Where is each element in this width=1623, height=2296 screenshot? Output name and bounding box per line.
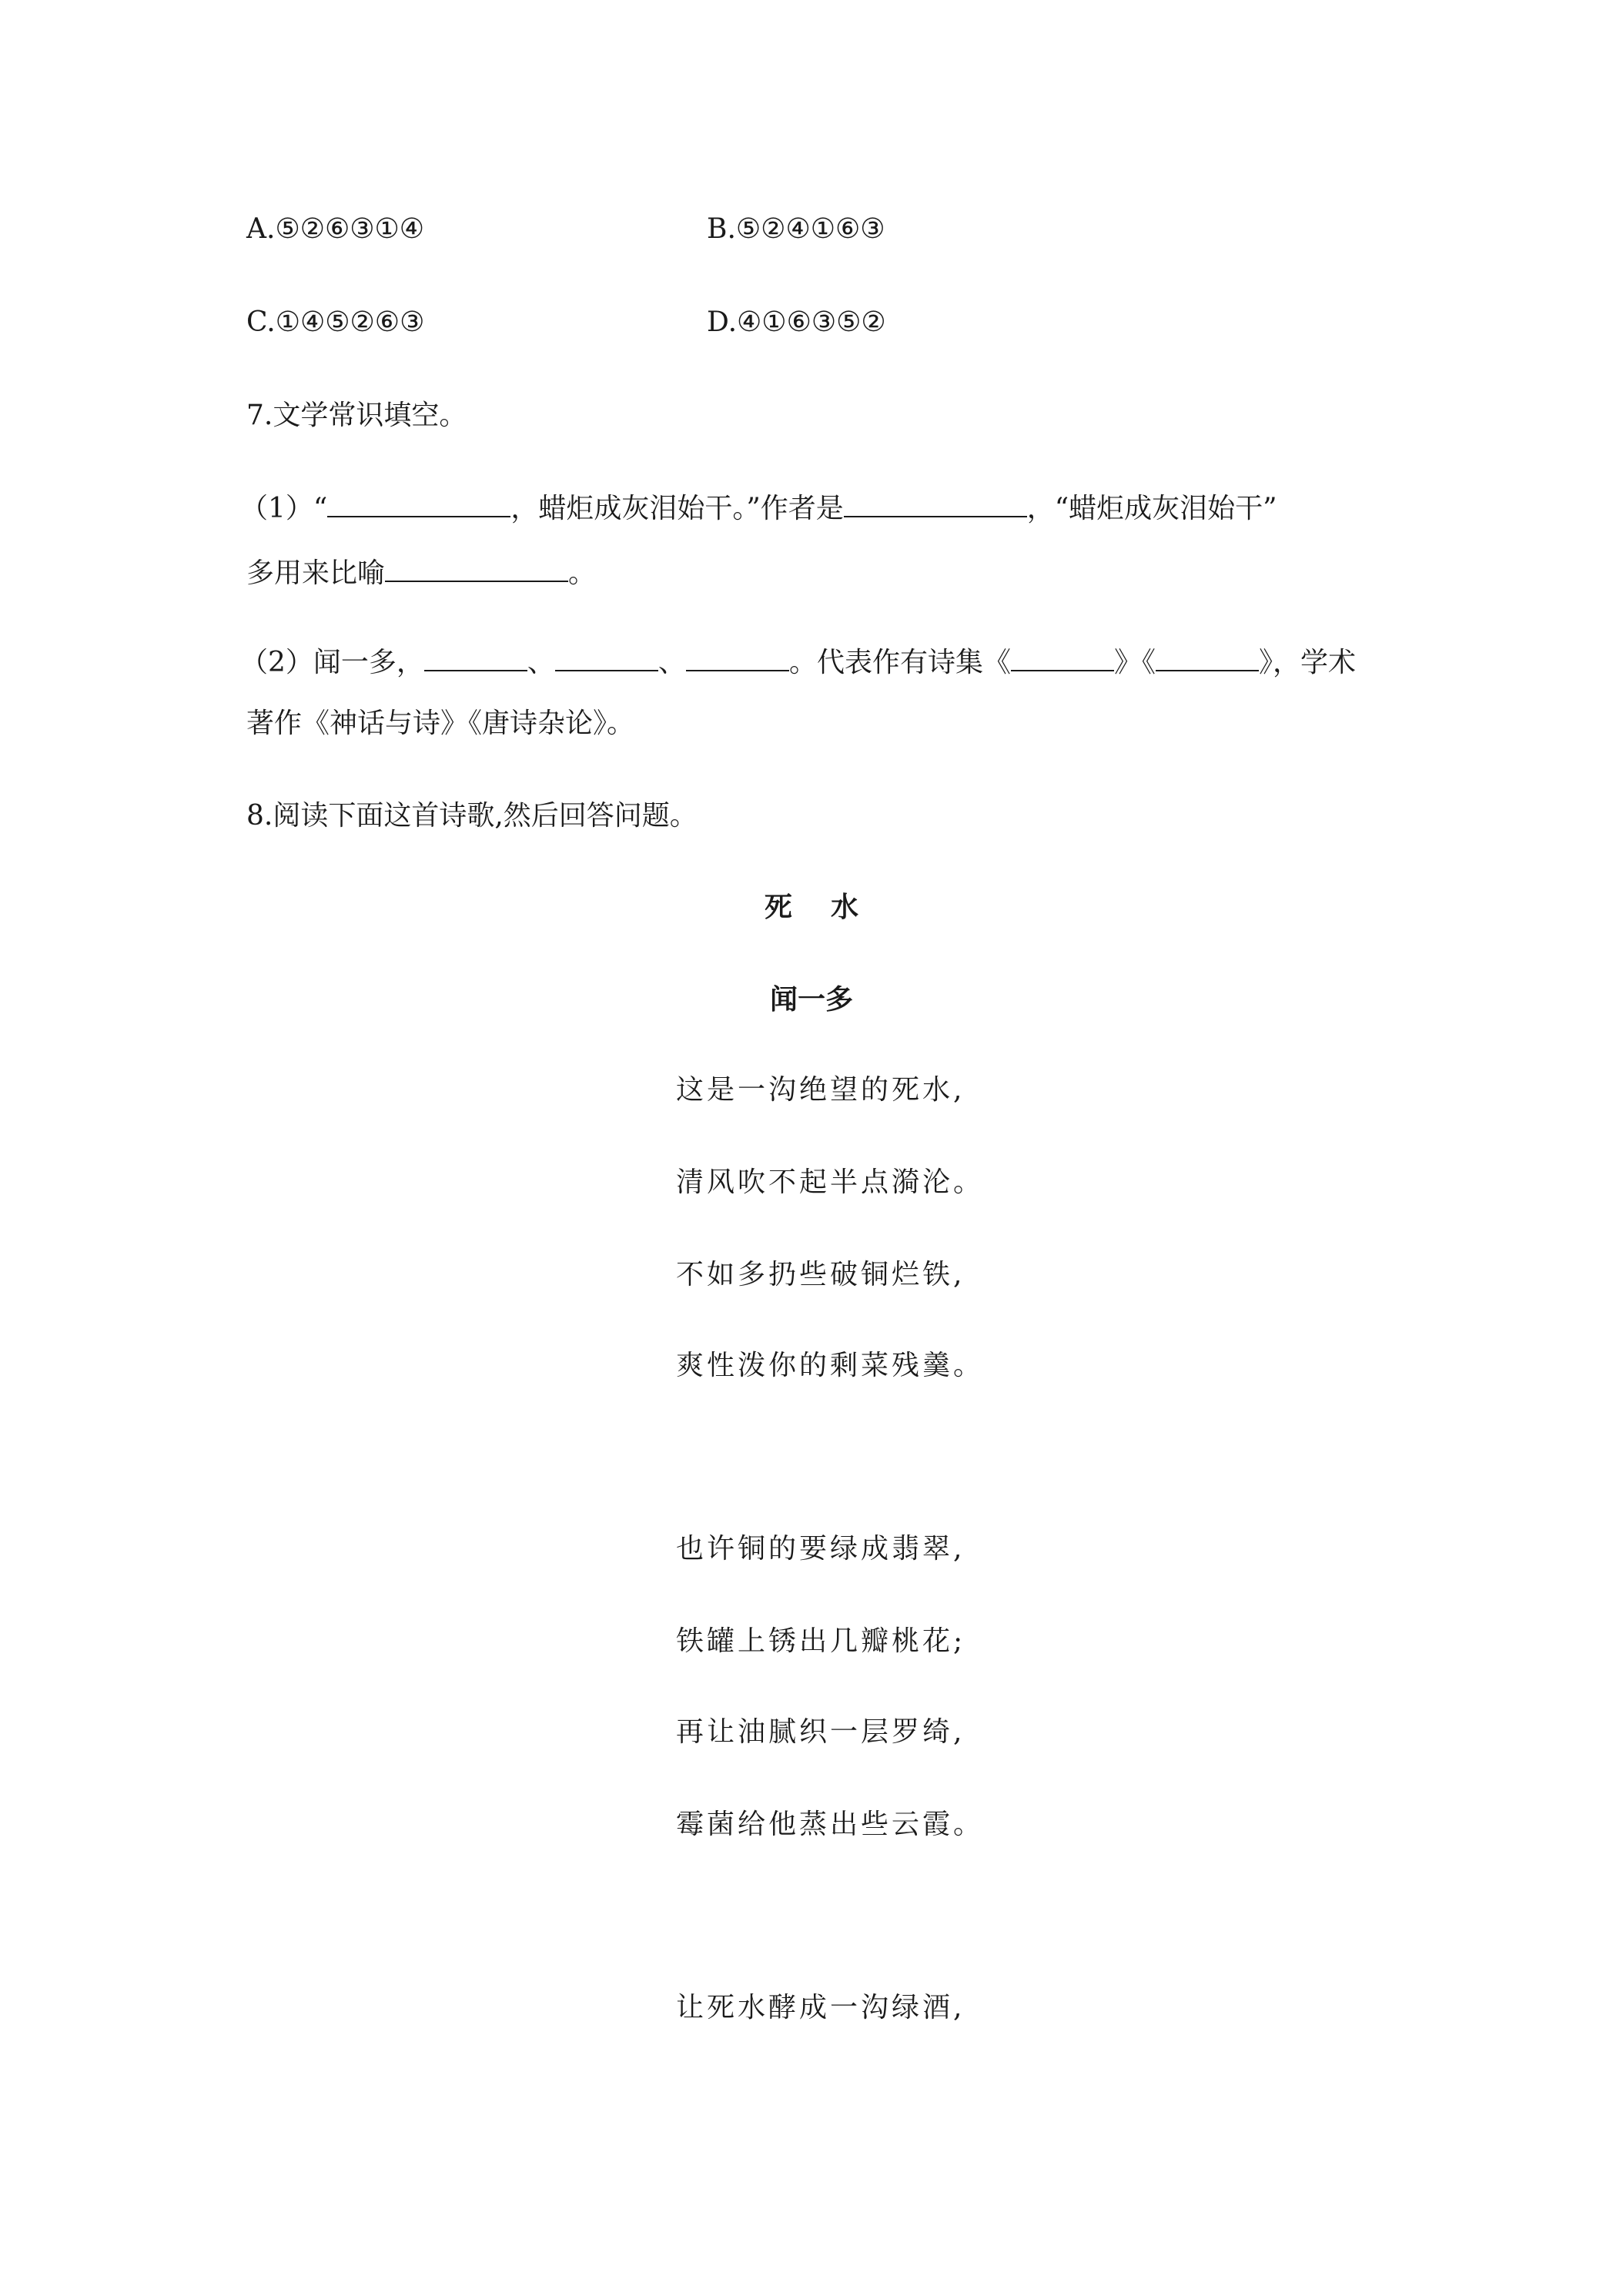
q7-1-text-b: ，蜡炬成灰泪始干。”作者是 — [510, 493, 844, 524]
q7-1-text-c: ，“蜡炬成灰泪始干” — [1026, 493, 1277, 524]
blank-verse-line[interactable] — [327, 488, 510, 517]
blank-metaphor[interactable] — [385, 553, 568, 582]
option-c: C.①④⑤②⑥③ — [246, 306, 425, 338]
poem-title: 死 水 — [764, 891, 859, 923]
blank-identity-1[interactable] — [424, 642, 527, 671]
q7-2-text-b: 。代表作有诗集《 — [788, 647, 1011, 678]
question-8-title: 8.阅读下面这首诗歌,然后回答问题。 — [246, 800, 698, 832]
poem-line: 也许铜的要绿成翡翠, — [676, 1533, 965, 1565]
question-7-part-1-line-2 — [246, 553, 596, 591]
q7-1-text-e: 。 — [568, 557, 597, 589]
blank-identity-2[interactable] — [555, 642, 658, 671]
q7-2-sep-1: 、 — [527, 647, 555, 678]
poem-line: 爽性泼你的剩菜残羹。 — [676, 1350, 985, 1381]
blank-author[interactable] — [844, 488, 1027, 517]
poem-author: 闻一多 — [769, 983, 853, 1016]
q7-2-sep-2: 、 — [658, 647, 686, 678]
poem-line: 霉菌给他蒸出些云霞。 — [676, 1809, 985, 1840]
question-7-part-2-line-1 — [240, 642, 1356, 680]
poem-line: 清风吹不起半点漪沦。 — [676, 1166, 985, 1198]
poem-line: 铁罐上锈出几瓣桃花; — [676, 1625, 966, 1657]
q7-1-text-d: 多用来比喻 — [246, 557, 386, 589]
q7-2-text-c: 》《 — [1113, 647, 1156, 678]
poem-line: 让死水酵成一沟绿酒, — [676, 1992, 965, 2023]
blank-identity-3[interactable] — [686, 642, 789, 671]
q7-2-text-a: （2）闻一多， — [240, 647, 424, 678]
poem-line: 这是一沟绝望的死水, — [676, 1074, 965, 1106]
q7-1-text-a: （1）“ — [240, 493, 328, 524]
question-7-part-1-line-1 — [240, 488, 1277, 526]
poem-line: 再让油腻织一层罗绮, — [676, 1716, 965, 1748]
question-7-part-2-line-2: 著作《神话与诗》《唐诗杂论》。 — [246, 708, 635, 739]
option-d: D.④①⑥③⑤② — [707, 306, 886, 338]
option-b: B.⑤②④①⑥③ — [707, 213, 885, 245]
q7-2-text-d: 》，学术 — [1258, 647, 1356, 678]
poem-line: 不如多扔些破铜烂铁, — [676, 1259, 965, 1290]
option-a: A.⑤②⑥③①④ — [246, 213, 425, 245]
blank-poetry-collection-1[interactable] — [1011, 642, 1114, 671]
question-7-title: 7.文学常识填空。 — [246, 400, 467, 431]
blank-poetry-collection-2[interactable] — [1156, 642, 1259, 671]
